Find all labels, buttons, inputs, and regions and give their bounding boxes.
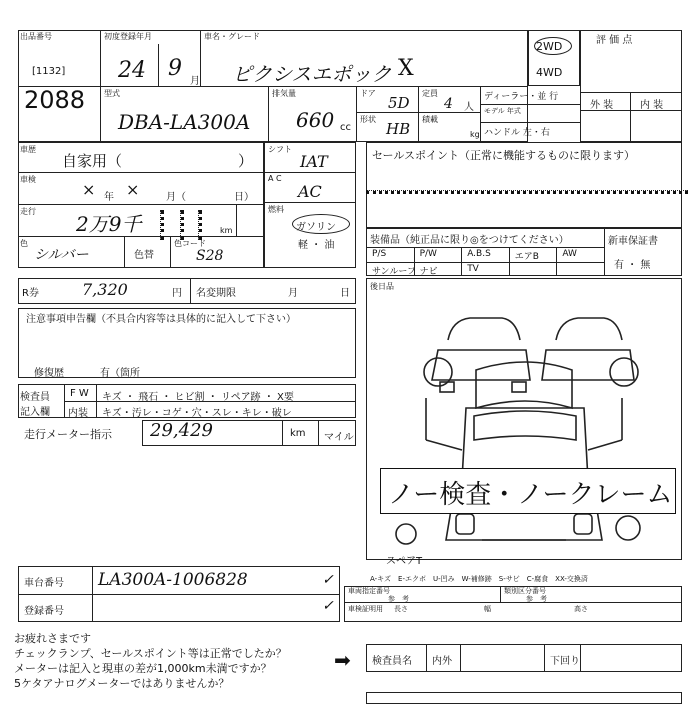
divider: [366, 262, 604, 263]
spec-number-label: 車両指定番号: [348, 587, 390, 595]
interior-items: キズ・汚レ・コゲ・穴・スレ・キレ・破レ: [102, 408, 292, 419]
car-name-label: 車名・グレード: [204, 32, 260, 41]
meter-km: km: [290, 428, 306, 439]
divider: [268, 86, 269, 142]
km-unit: km: [220, 226, 233, 235]
divider: [556, 262, 557, 276]
equipment-item: サンルーフ: [372, 267, 416, 277]
mileage-label: 走行: [20, 207, 36, 216]
chassis-label: 車台番号: [24, 578, 64, 589]
door-value: 5D: [388, 94, 410, 112]
divider: [160, 210, 164, 240]
warranty-label: 新車保証書: [608, 236, 658, 247]
divider: [264, 172, 356, 173]
recycle-box: [18, 278, 356, 304]
drive-4wd: 4WD: [536, 66, 563, 79]
warranty-value: 有 ・ 無: [614, 260, 651, 271]
inspector-box: [366, 644, 682, 672]
meter-mile: マイル: [324, 432, 354, 443]
inspector-interior-label: 内外: [432, 656, 452, 667]
divider: [544, 644, 545, 672]
divider: [580, 644, 581, 672]
divider: [418, 86, 419, 142]
inspector-label2: 記入欄: [20, 407, 50, 418]
fuel-label: 燃料: [268, 205, 284, 214]
underbody-label: 下回り: [550, 656, 580, 667]
color-label: 色: [20, 239, 28, 248]
color-code-value: S28: [196, 248, 224, 264]
footer-line1: お疲れさまです: [14, 632, 91, 645]
drive-circle: [534, 37, 572, 55]
length-label: 長さ: [394, 605, 408, 613]
divider: [480, 122, 580, 123]
spare-label: スペアT: [386, 556, 423, 567]
divider: [509, 262, 510, 276]
shaken-year-unit: 年: [104, 192, 114, 203]
month-unit: 月: [190, 76, 200, 87]
fw-label: F W: [70, 388, 89, 399]
capacity-label: 定員: [422, 89, 438, 98]
handle-label: ハンドル 左・右: [484, 128, 550, 138]
fw-items: キズ ・ 飛石 ・ ヒビ割 ・ リペア跡 ・ X要: [102, 392, 294, 403]
check-mark: ✓: [322, 598, 334, 614]
height-label: 高さ: [574, 605, 588, 613]
recycle-label: R券: [22, 288, 39, 299]
ac-label: A C: [268, 174, 282, 183]
notes-label: 注意事項申告欄（不具合内容等は具体的に記入して下さい）: [26, 314, 296, 325]
check-mark: ✓: [322, 572, 334, 588]
car-name: ピクシスエポック: [232, 62, 392, 86]
equipment-item: P/W: [419, 249, 437, 259]
equipment-item: TV: [467, 264, 479, 274]
name-change-label: 名変期限: [196, 288, 236, 299]
equipment-item: AW: [562, 249, 577, 259]
divider: [426, 644, 427, 672]
divider: [18, 204, 264, 205]
repaint-label: 色替: [134, 250, 154, 261]
capacity-unit: 人: [464, 102, 474, 113]
chassis-value: LA300A-1006828: [98, 570, 248, 590]
shaken-month-mark: ×: [126, 180, 140, 199]
spec-number-ref: 参 考: [388, 595, 409, 603]
footer-line2: チェックランプ、セールスポイント等は正常でしたか？: [14, 647, 287, 660]
divider: [236, 204, 237, 236]
car-grade: X: [398, 56, 414, 81]
meter-value: 29,429: [150, 420, 213, 441]
shift-label: シフト: [268, 145, 292, 154]
history-close: ）: [238, 152, 254, 170]
footer-line4: 5ケタアナログメーターではありませんか？: [14, 677, 230, 690]
fuel-circle: [292, 214, 350, 234]
load-label: 積載: [422, 115, 438, 124]
lot-label: 出品番号: [20, 32, 52, 41]
cc-unit: cc: [340, 122, 351, 133]
divider: [200, 30, 201, 86]
mileage-value: 2万9千: [76, 212, 142, 236]
divider: [580, 92, 682, 93]
divider: [158, 44, 159, 86]
divider: [480, 104, 580, 105]
divider: [460, 644, 461, 672]
model-value: DBA-LA300A: [118, 110, 251, 134]
cert-label: 車検証明用: [348, 605, 383, 613]
footer-line3: メーターは記入と現車の差が1,000km未満ですか？: [14, 662, 272, 675]
shaken-year-mark: ×: [82, 180, 96, 199]
inspector-name-label: 検査員名: [372, 656, 412, 667]
divider: [414, 247, 415, 262]
car-diagram: [366, 290, 682, 560]
divider: [500, 586, 501, 602]
color-value: シルバー: [34, 247, 89, 263]
history-label: 車歴: [20, 145, 36, 154]
model-year-label: モデル 年式: [484, 107, 521, 115]
divider: [18, 594, 340, 595]
registration-year: 24: [118, 58, 146, 83]
displacement-label: 排気量: [272, 89, 296, 98]
divider: [198, 210, 202, 240]
divider: [92, 566, 93, 622]
divider: [480, 86, 481, 142]
diagram-label: 後日品: [370, 282, 394, 291]
eval-label: 評 価 点: [596, 35, 633, 46]
drive-2wd: 2WD: [536, 40, 563, 53]
registration-month: 9: [168, 56, 182, 81]
arrow-right-icon: ➡: [334, 648, 351, 672]
divider: [366, 247, 604, 248]
shaken-day-unit: 日）: [234, 192, 254, 203]
color-code-label: 色コード: [174, 239, 206, 248]
equipment-item: A.B.S: [467, 249, 491, 259]
recycle-value: 7,320: [82, 280, 128, 299]
divider: [170, 236, 171, 268]
divider: [630, 92, 631, 142]
name-change-month: 月: [288, 288, 298, 299]
equipment-item: ナビ: [419, 267, 438, 277]
model-label: 型式: [104, 89, 120, 98]
repair-value: 有（箇所: [100, 368, 140, 379]
divider: [190, 278, 191, 304]
divider: [318, 420, 319, 446]
name-change-day: 日: [340, 288, 350, 299]
class-number-ref: 参 考: [526, 595, 547, 603]
divider: [124, 236, 125, 268]
history-value: 自家用（: [62, 152, 123, 170]
class-number-label: 類別区分番号: [504, 587, 546, 595]
shaken-month-unit: 月（: [166, 192, 186, 203]
registration-label: 初度登録年月: [104, 32, 152, 41]
divider: [18, 172, 264, 173]
divider: [356, 86, 357, 142]
divider: [282, 420, 283, 446]
equipment-item: P/S: [372, 249, 387, 259]
no-claim-text: ノー検査・ノークレーム: [388, 480, 673, 510]
repair-label: 修復歴: [34, 368, 64, 379]
interior-items-label: 内装: [68, 408, 88, 419]
exterior-label: 外 装: [590, 100, 614, 111]
bottom-box: [366, 692, 682, 704]
shaken-label: 車検: [20, 175, 36, 184]
divider: [414, 262, 415, 276]
divider: [366, 190, 688, 194]
meter-label: 走行メーター指示: [24, 428, 112, 441]
shift-value: IAT: [300, 152, 328, 171]
displacement-value: 660: [296, 108, 335, 132]
plate-label: 登録番号: [24, 606, 64, 617]
kg-unit: kg: [470, 130, 480, 139]
interior-label: 内 装: [640, 100, 664, 111]
lot-small: [1132]: [32, 66, 66, 77]
door-label: ドア: [360, 89, 376, 98]
legend-text: A-キズ E-エクボ U-凹み W-補修跡 S-サビ C-腐食 XX-交換済: [370, 575, 588, 583]
dealer-label: ディーラー・並 行: [484, 92, 559, 102]
divider: [264, 202, 356, 203]
divider: [356, 112, 480, 113]
equipment-label: 装備品（純正品に限り◎をつけてください）: [370, 235, 569, 246]
divider: [556, 247, 557, 262]
yen-unit: 円: [172, 288, 182, 299]
width-label: 幅: [484, 605, 491, 613]
ac-value: AC: [298, 182, 322, 201]
lot-number: 2088: [24, 86, 86, 114]
shape-value: HB: [386, 120, 411, 138]
fuel-diesel: 軽 ・ 油: [298, 240, 335, 251]
divider: [461, 247, 462, 262]
divider: [509, 247, 510, 262]
equipment-item: エアB: [514, 252, 539, 262]
fuel-gas: ガソリン: [296, 222, 336, 233]
capacity-value: 4: [444, 96, 453, 112]
sales-label: セールスポイント（正常に機能するものに限ります）: [372, 149, 636, 162]
divider: [180, 210, 184, 240]
shape-label: 形状: [360, 115, 376, 124]
divider: [604, 228, 605, 276]
divider: [461, 262, 462, 276]
inspector-label1: 検査員: [20, 392, 50, 403]
eval-box: [580, 30, 682, 142]
